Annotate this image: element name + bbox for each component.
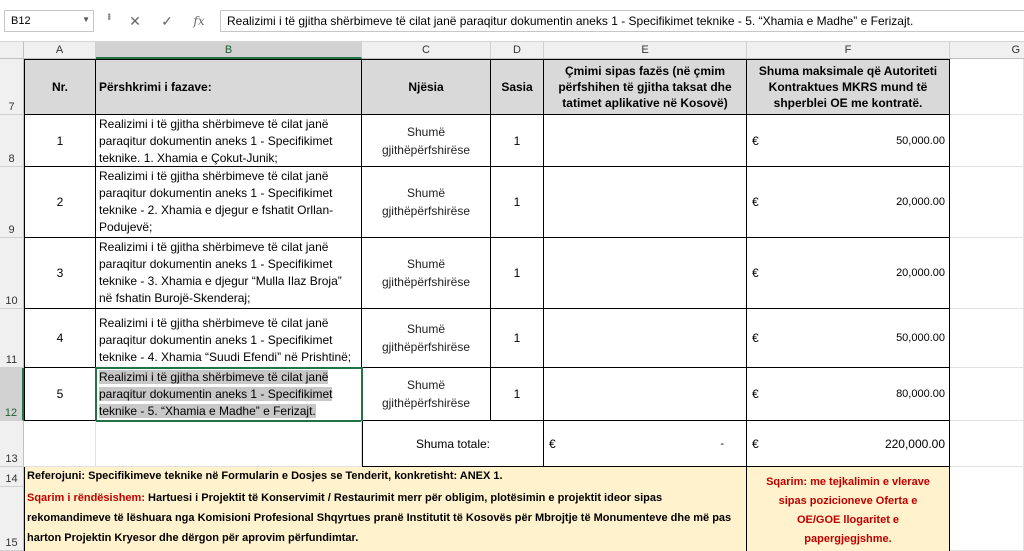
total-max[interactable] <box>747 421 950 467</box>
spreadsheet-grid <box>24 59 1024 551</box>
total-label[interactable]: Shuma totale: <box>362 421 544 467</box>
empty-cell[interactable] <box>24 421 96 467</box>
header-max[interactable]: Shuma maksimale që Autoriteti Kontraktues MKRS mund të shperblei OE me kontratë. <box>747 59 950 115</box>
name-box-value: B12 <box>11 15 31 27</box>
header-unit[interactable]: Njësia <box>362 59 491 115</box>
item-3-price[interactable] <box>544 238 747 309</box>
item-4-desc[interactable]: Realizimi i të gjitha shërbimeve të cilat janë paraqitur dokumentin aneks 1 - Specifikimet teknike - 4. Xhamia “Suudi Efendi” në Prishtinë; <box>96 309 362 368</box>
column-headers <box>0 42 1024 59</box>
empty-cell[interactable] <box>950 368 1024 421</box>
item-4-unit[interactable]: Shumë gjithëpërfshirëse <box>362 309 491 368</box>
item-2-price[interactable] <box>544 167 747 238</box>
item-3-unit[interactable]: Shumë gjithëpërfshirëse <box>362 238 491 309</box>
total-max-value: 220,000.00 <box>884 436 945 451</box>
item-1-qty[interactable]: 1 <box>491 115 544 167</box>
formula-bar <box>0 0 1024 42</box>
item-1-price[interactable] <box>544 115 747 167</box>
currency-symbol: € <box>752 436 759 451</box>
item-1-unit[interactable]: Shumë gjithëpërfshirëse <box>362 115 491 167</box>
empty-cell[interactable] <box>950 421 1024 467</box>
header-desc[interactable]: Përshkrimi i fazave: <box>96 59 362 115</box>
column-header-b[interactable]: B <box>96 42 362 59</box>
currency-symbol: € <box>752 133 759 148</box>
currency-symbol: € <box>752 387 759 401</box>
currency-symbol: € <box>752 331 759 345</box>
item-5-price[interactable] <box>544 368 747 421</box>
item-5-desc[interactable] <box>96 368 362 421</box>
item-2-nr[interactable]: 2 <box>24 167 96 238</box>
reference-note[interactable]: Referojuni: Specifikimeve teknike në Formularin e Dosjes se Tenderit, konkretisht: ANEX 1. <box>24 467 747 487</box>
row-header-14[interactable]: 14 <box>0 467 24 487</box>
item-2-unit[interactable]: Shumë gjithëpërfshirëse <box>362 167 491 238</box>
item-5-unit[interactable]: Shumë gjithëpërfshirëse <box>362 368 491 421</box>
total-price-value: - <box>720 437 724 450</box>
item-5-desc-text: Realizimi i të gjitha shërbimeve të cilat janë paraqitur dokumentin aneks 1 - Specifikimet teknike - 5. “Xhamia e Madhe” e Ferizajt. <box>99 370 333 418</box>
item-1-nr[interactable]: 1 <box>24 115 96 167</box>
important-note-text: Hartuesi i Projektit të Konservimit / Restaurimit merr për obligim, plotësimin e projektit ideor sipas rekomandimeve të lëshuara nga Komisioni Profesional Shqyrtues pranë Institutit të Kosovës për Mbrojtje të Monumenteve dhe më pas harton Projektin Kryesor dhe dërgon për aprovim përfundimtar. <box>27 492 732 544</box>
item-5-max[interactable] <box>747 368 950 421</box>
enter-icon[interactable]: ✓ <box>161 13 173 29</box>
fx-icon[interactable]: fx <box>193 14 205 28</box>
row-header-8[interactable]: 8 <box>0 115 24 167</box>
select-all-corner[interactable] <box>0 42 24 59</box>
header-price[interactable]: Çmimi sipas fazës (në çmim përfshihen të gjitha taksat dhe tatimet aplikative në Kosovë) <box>544 59 747 115</box>
empty-cell[interactable] <box>950 115 1024 167</box>
item-2-desc[interactable]: Realizimi i të gjitha shërbimeve të cilat janë paraqitur dokumentin aneks 1 - Specifikimet teknike - 2. Xhamia e djegur e fshatit Orllan-Podujevë; <box>96 167 362 238</box>
amount-value: 20,000.00 <box>896 196 945 208</box>
amount-value: 50,000.00 <box>896 134 945 147</box>
item-3-qty[interactable]: 1 <box>491 238 544 309</box>
important-note[interactable] <box>24 487 747 551</box>
item-3-desc[interactable]: Realizimi i të gjitha shërbimeve të cilat janë paraqitur dokumentin aneks 1 - Specifikimet teknike - 3. Xhamia e djegur “Mulla Ilaz Broja” në fshatin Burojë-Skenderaj; <box>96 238 362 309</box>
currency-symbol: € <box>752 266 759 280</box>
empty-cell[interactable] <box>950 467 1024 551</box>
empty-cell[interactable] <box>950 238 1024 309</box>
empty-cell[interactable] <box>96 421 362 467</box>
formula-input[interactable]: Realizimi i të gjitha shërbimeve të cilat janë paraqitur dokumentin aneks 1 - Specifikimet teknike - 5. “Xhamia e Madhe” e Ferizajt. <box>220 10 1024 32</box>
amount-value: 80,000.00 <box>896 388 945 400</box>
row-header-12[interactable]: 12 <box>0 368 24 421</box>
drag-handle-icon[interactable]: ••• <box>104 13 114 20</box>
currency-symbol: € <box>752 195 759 209</box>
currency-symbol: € <box>549 436 556 451</box>
cancel-icon[interactable]: ✕ <box>129 13 141 29</box>
item-4-max[interactable] <box>747 309 950 368</box>
item-3-nr[interactable]: 3 <box>24 238 96 309</box>
item-3-max[interactable] <box>747 238 950 309</box>
amount-value: 50,000.00 <box>896 332 945 344</box>
item-4-price[interactable] <box>544 309 747 368</box>
row-header-11[interactable]: 11 <box>0 309 24 368</box>
amount-value: 20,000.00 <box>896 267 945 279</box>
row-header-10[interactable]: 10 <box>0 238 24 309</box>
row-header-13[interactable]: 13 <box>0 421 24 467</box>
header-qty[interactable]: Sasia <box>491 59 544 115</box>
column-header-a[interactable]: A <box>24 42 96 59</box>
column-header-g[interactable]: G <box>950 42 1024 59</box>
empty-cell[interactable] <box>950 309 1024 368</box>
empty-cell[interactable] <box>950 59 1024 115</box>
item-4-qty[interactable]: 1 <box>491 309 544 368</box>
item-4-nr[interactable]: 4 <box>24 309 96 368</box>
item-2-max[interactable] <box>747 167 950 238</box>
header-nr[interactable]: Nr. <box>24 59 96 115</box>
item-5-qty[interactable]: 1 <box>491 368 544 421</box>
row-header-9[interactable]: 9 <box>0 167 24 238</box>
column-header-e[interactable]: E <box>544 42 747 59</box>
chevron-down-icon[interactable]: ▼ <box>82 15 90 24</box>
row-header-7[interactable]: 7 <box>0 59 24 115</box>
column-header-c[interactable]: C <box>362 42 491 59</box>
item-1-desc[interactable]: Realizimi i të gjitha shërbimeve të cilat janë paraqitur dokumentin aneks 1 - Specifikimet teknike. 1. Xhamia e Çokut-Junik; <box>96 115 362 167</box>
column-header-f[interactable]: F <box>747 42 950 59</box>
item-2-qty[interactable]: 1 <box>491 167 544 238</box>
item-1-max[interactable] <box>747 115 950 167</box>
side-note[interactable]: Sqarim: me tejkalimin e vlerave sipas pozicioneve Oferta e OE/GOE llogaritet e papergjegjshme. <box>747 467 950 551</box>
empty-cell[interactable] <box>950 167 1024 238</box>
total-price[interactable] <box>544 421 747 467</box>
row-header-15[interactable]: 15 <box>0 487 24 551</box>
name-box[interactable] <box>4 10 94 32</box>
item-5-nr[interactable]: 5 <box>24 368 96 421</box>
column-header-d[interactable]: D <box>491 42 544 59</box>
important-note-label: Sqarim i rëndësishem: <box>27 492 145 504</box>
